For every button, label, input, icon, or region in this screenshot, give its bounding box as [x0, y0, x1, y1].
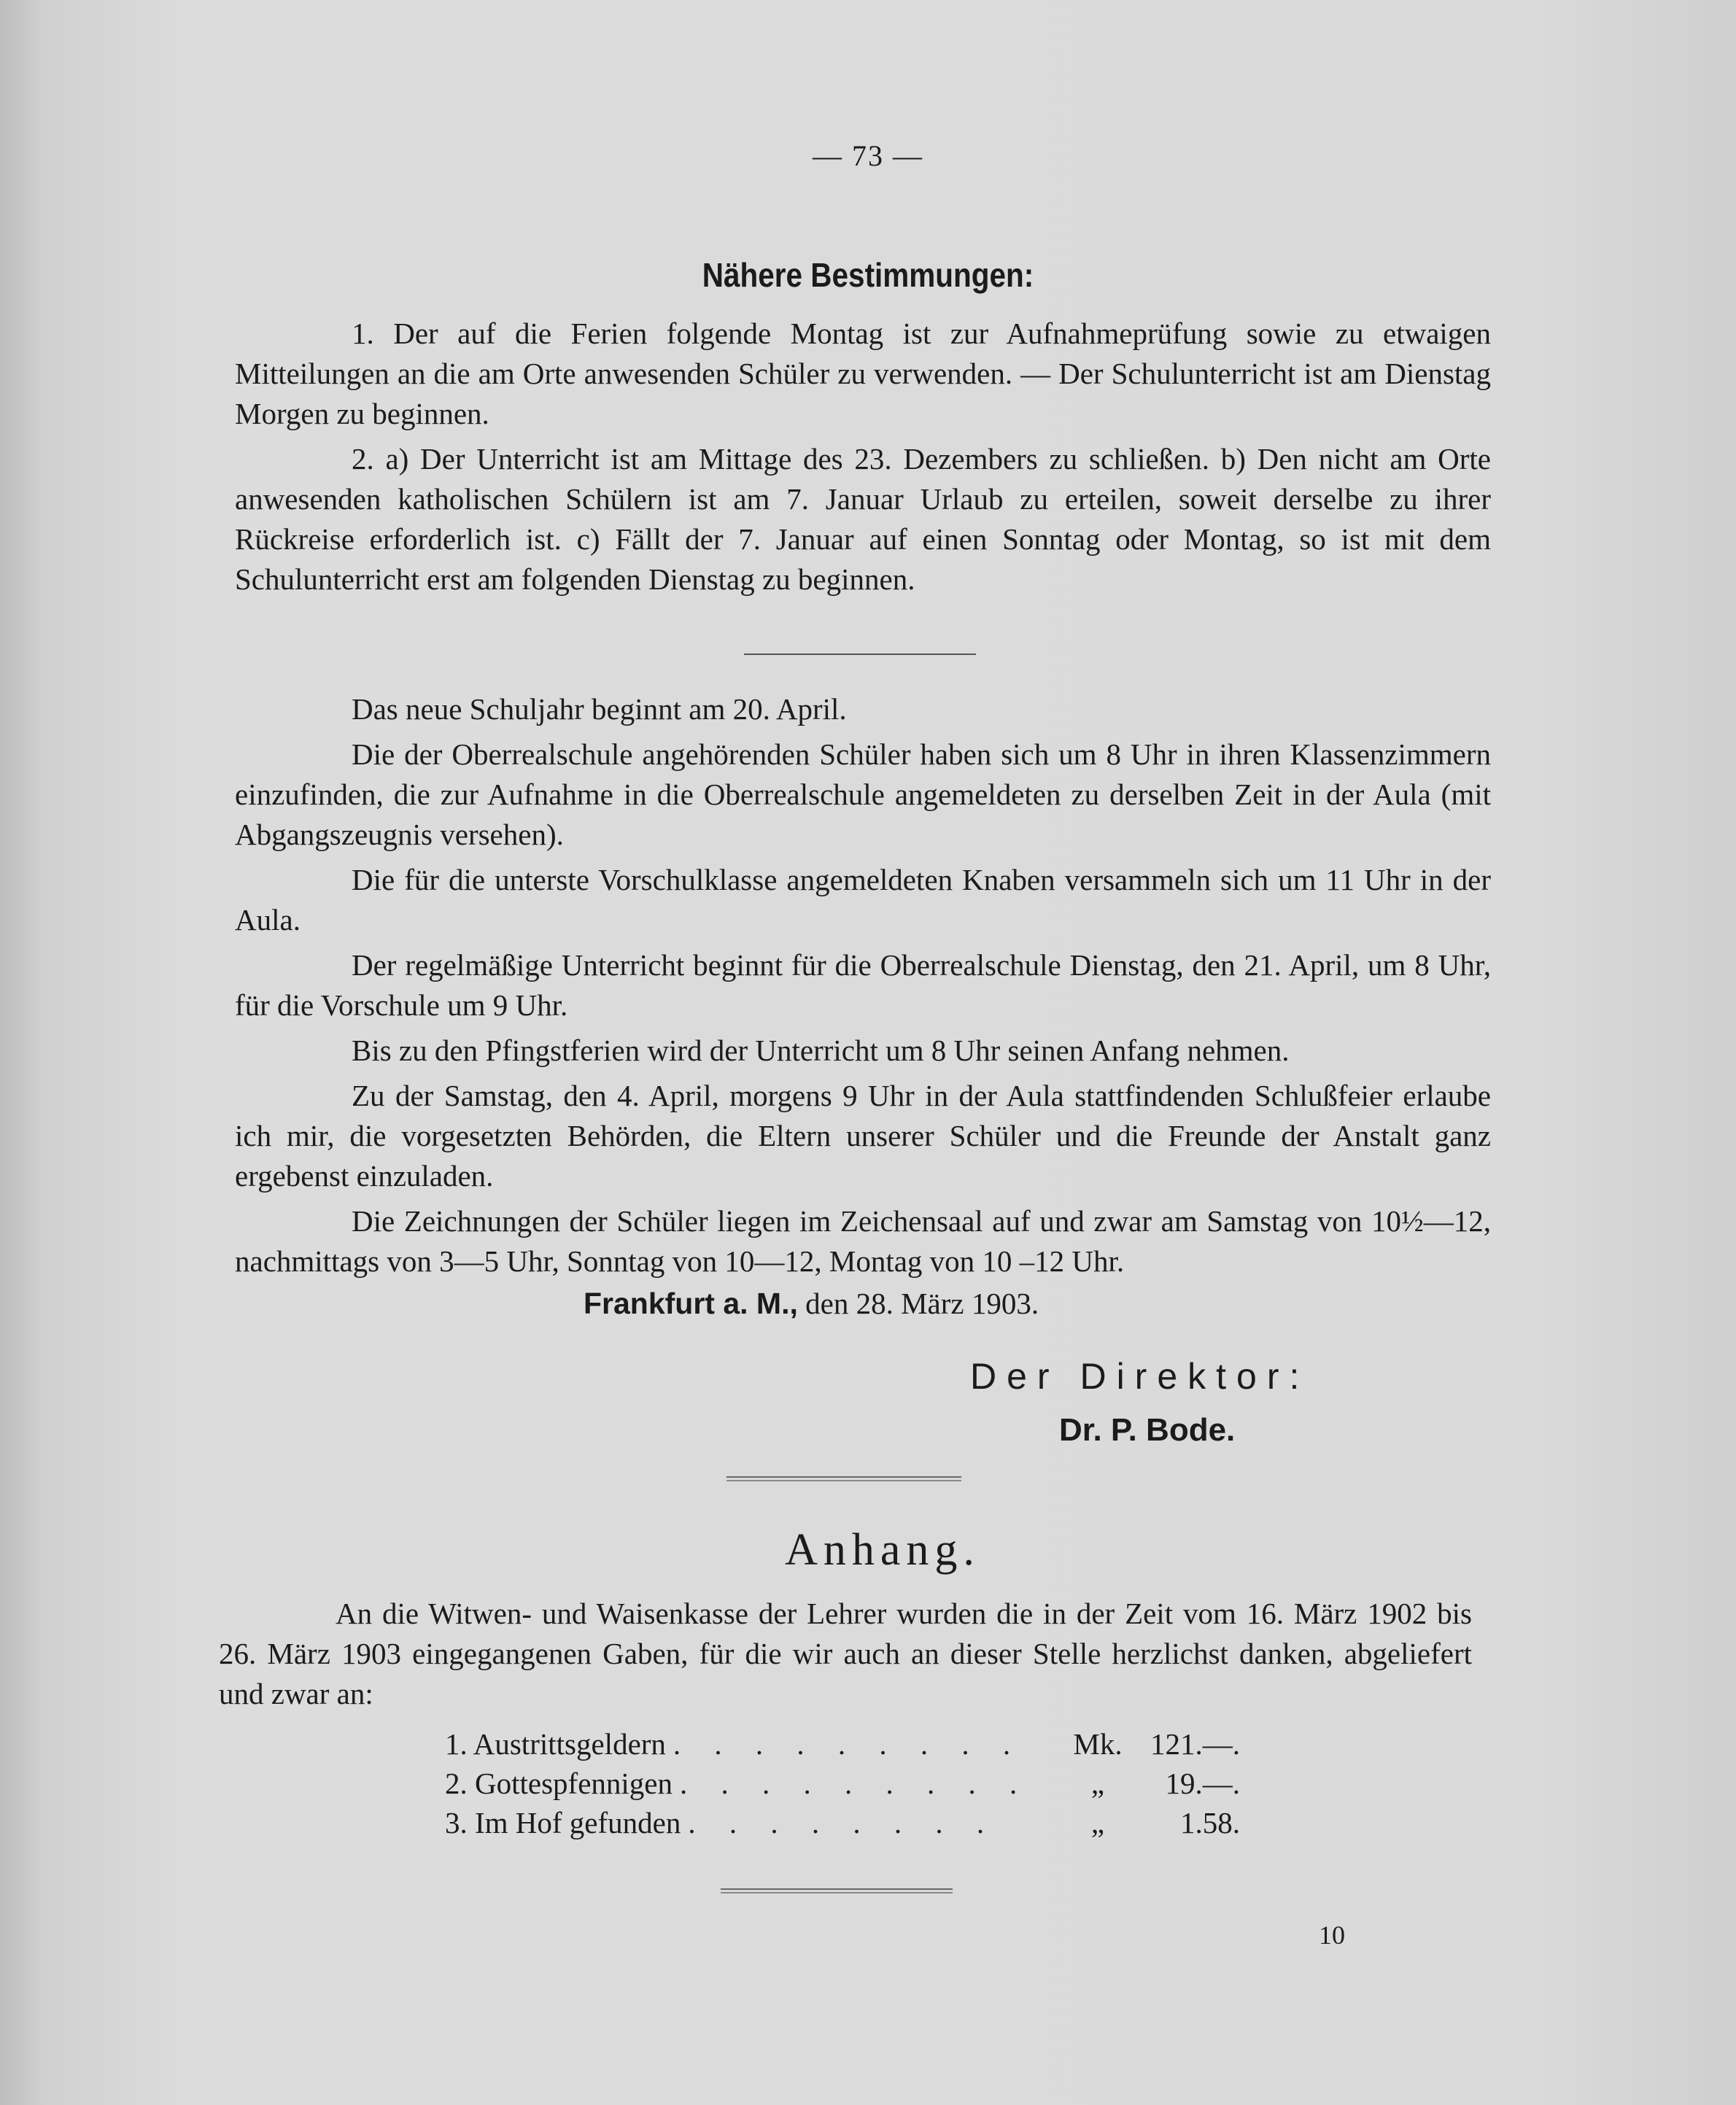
announcement-paragraph-6: Zu der Samstag, den 4. April, morgens 9 Uhr in der Aula stattfindenden Schlußfeier erlaube ich mir, die vorgesetzten Behörden, die Eltern unserer Schüler und die Freunde der Anstalt ganz ergebenst einzuladen.	[235, 1079, 1491, 1193]
divider-double-rule	[721, 1888, 953, 1893]
donation-amount: 121.—.	[1150, 1727, 1240, 1761]
donation-label: 3. Im Hof gefunden	[445, 1806, 681, 1840]
announcement-paragraph-3: Die für die unterste Vorschulklasse angemeldeten Knaben versammeln sich um 11 Uhr in der Aula.	[235, 863, 1491, 937]
section-heading: Nähere Bestimmungen:	[702, 256, 1034, 294]
donation-unit: „	[1090, 1767, 1105, 1800]
leader-dots: . . . . . . . . .	[673, 1727, 1024, 1761]
dateline-place: Frankfurt a. M.,	[584, 1287, 798, 1320]
signature-title: Der Direktor:	[970, 1356, 1310, 1397]
signature-name: Dr. P. Bode.	[1059, 1412, 1236, 1448]
donation-list	[445, 1724, 1240, 1842]
regulation-paragraph-2: 2. a) Der Unterricht ist am Mittage des 23. Dezembers zu schließen. b) Den nicht am Orte anwesenden katholischen Schülern ist am 7. Januar Urlaub zu erteilen, soweit derselbe zu ihrer Rückreise erforderlich ist. c) Fällt der 7. Januar auf einen Sonntag oder Montag, so ist mit dem Schulunterricht erst am folgenden Dienstag zu beginnen.	[235, 442, 1491, 596]
divider-rule	[744, 654, 976, 655]
announcement-paragraph-7: Die Zeichnungen der Schüler liegen im Zeichensaal auf und zwar am Samstag von 10½—12, nachmittags von 3—5 Uhr, Sonntag von 10—12, Montag von 10 –12 Uhr.	[235, 1204, 1491, 1278]
dateline-date: den 28. März 1903.	[805, 1287, 1039, 1320]
regulation-paragraph-1: 1. Der auf die Ferien folgende Montag ist zur Aufnahmeprüfung sowie zu etwaigen Mitteilungen an die am Orte anwesenden Schüler zu verwenden. — Der Schulunterricht ist am Dienstag Morgen zu beginnen.	[235, 317, 1491, 430]
donation-amount: 1.58.	[1180, 1806, 1240, 1840]
announcement-paragraph-4: Der regelmäßige Unterricht beginnt für die Oberrealschule Dienstag, den 21. April, um 8 Uhr, für die Vorschule um 9 Uhr.	[235, 948, 1491, 1022]
announcement-paragraph-5: Bis zu den Pfingstferien wird der Unterricht um 8 Uhr seinen Anfang nehmen.	[352, 1034, 1290, 1067]
appendix-section	[219, 1594, 1472, 1719]
donation-amount: 19.—.	[1165, 1767, 1240, 1800]
page-number: — 73 —	[813, 139, 923, 172]
signature-mark: 10	[1319, 1920, 1345, 1950]
appendix-title: Anhang.	[785, 1525, 980, 1575]
donation-unit: Mk.	[1073, 1727, 1123, 1761]
divider-double-rule	[726, 1476, 961, 1481]
donation-label: 1. Austrittsgeldern	[445, 1727, 666, 1761]
leader-dots: . . . . . . . . .	[679, 1767, 1031, 1800]
regulations-section	[235, 314, 1491, 605]
appendix-intro: An die Witwen- und Waisenkasse der Lehrer wurden die in der Zeit vom 16. März 1902 bis 26. März 1903 eingegangenen Gaben, für die wir auch an dieser Stelle herzlichst danken, abgeliefert und zwar an:	[219, 1597, 1472, 1710]
donation-row	[445, 1724, 1240, 1764]
announcement-paragraph-1: Das neue Schuljahr beginnt am 20. April.	[352, 692, 847, 726]
donation-row	[445, 1764, 1240, 1803]
donation-row	[445, 1803, 1240, 1842]
leader-dots: . . . . . . . .	[688, 1806, 998, 1840]
announcement-paragraph-2: Die der Oberrealschule angehörenden Schüler haben sich um 8 Uhr in ihren Klassenzimmern einzufinden, die zur Aufnahme in die Oberrealschule angemeldeten zu derselben Zeit in der Aula (mit Abgangszeugnis versehen).	[235, 737, 1491, 851]
donation-unit: „	[1090, 1806, 1105, 1840]
dateline	[584, 1284, 1532, 1324]
announcements-section	[235, 689, 1491, 1287]
donation-label: 2. Gottespfennigen	[445, 1767, 673, 1800]
